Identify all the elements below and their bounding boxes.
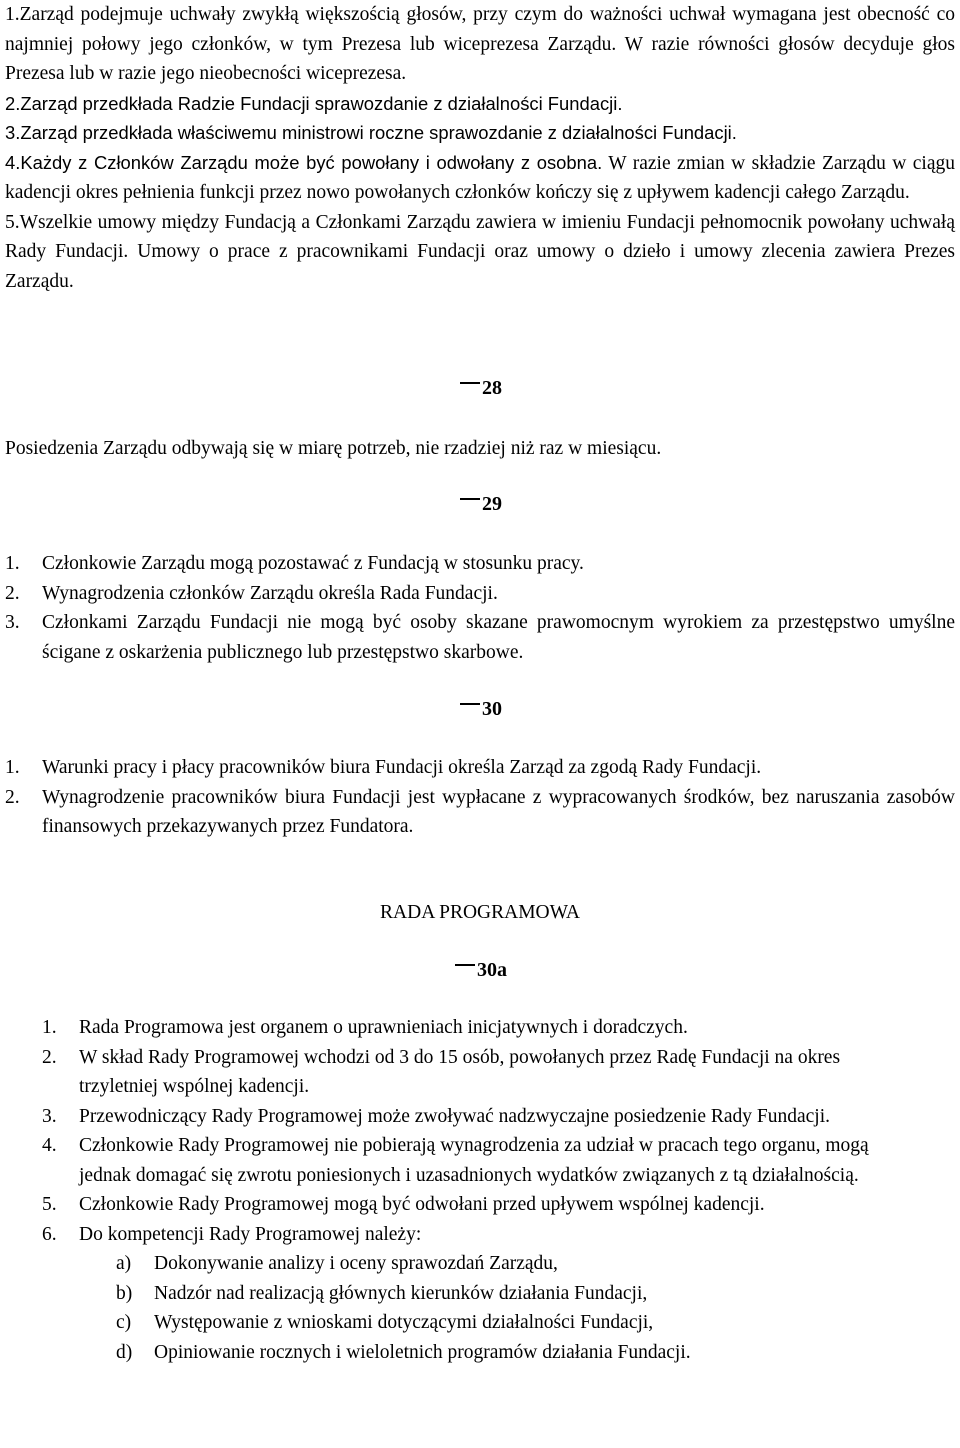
item-number: 3.: [5, 612, 20, 633]
paragraph-2: 2.Zarząd przedkłada Radzie Fundacji sprawozdanie z działalności Fundacji.: [5, 92, 623, 114]
item-number: 5.: [42, 1194, 57, 1215]
item-text: Do kompetencji Rady Programowej należy:: [79, 1223, 422, 1245]
item-number: 2.: [42, 1046, 57, 1068]
section-29-heading: [5, 490, 955, 520]
list-item: [5, 753, 955, 783]
section-28-heading: [5, 374, 955, 404]
top-block: [5, 0, 955, 296]
item-number: 1.: [5, 757, 20, 778]
item-number: 1.: [5, 553, 20, 574]
sub-item-text: Występowanie z wnioskami dotyczącymi działalności Fundacji,: [154, 1312, 654, 1333]
rada-programowa-title: RADA PROGRAMOWA: [380, 902, 580, 923]
item-number: 4.: [42, 1135, 57, 1156]
item-text: Warunki pracy i płacy pracowników biura Fundacji określa Zarząd za zgodą Rady Fundacji.: [42, 757, 762, 778]
paragraph-5: 5.Wszelkie umowy między Fundacją a Członkami Zarządu zawiera w imieniu Fundacji pełnomocnik powołany uchwałą Rady Fundacji. Umowy o prace z pracownikami Fundacji oraz umowy o dzieło i umowy zlecenia zawiera Prezes Zarządu.: [5, 211, 955, 292]
list-item: [5, 783, 955, 842]
item-text: Wynagrodzenia członków Zarządu określa Rada Fundacji.: [42, 582, 498, 604]
sub-item-text: Opiniowanie rocznych i wieloletnich programów działania Fundacji.: [154, 1341, 691, 1363]
list-item: [5, 579, 955, 609]
item-text: Członkowie Zarządu mogą pozostawać z Fundacją w stosunku pracy.: [42, 553, 584, 574]
section-30a-number: 30a: [477, 959, 507, 981]
sub-list-item: [5, 1279, 955, 1309]
list-item: [5, 549, 955, 579]
section-30-heading: [5, 695, 955, 725]
sub-item-text: Nadzór nad realizacją głównych kierunków działania Fundacji,: [154, 1282, 648, 1304]
sub-item-letter: d): [116, 1341, 133, 1363]
item-number: 2.: [5, 786, 20, 808]
section-28-text: Posiedzenia Zarządu odbywają się w miarę potrzeb, nie rzadziej niż raz w miesiącu.: [5, 438, 662, 459]
sub-item-letter: b): [116, 1282, 133, 1304]
section-28-number: 28: [482, 377, 502, 399]
sub-list-item: [5, 1249, 955, 1279]
sub-item-text: Dokonywanie analizy i oceny sprawozdań Zarządu,: [154, 1253, 558, 1274]
item-text: Członkowie Rady Programowej mogą być odwołani przed upływem wspólnej kadencji.: [79, 1194, 765, 1215]
section-30a-heading: [5, 956, 955, 986]
list-item: [5, 1131, 955, 1190]
list-item: [5, 1220, 955, 1250]
list-item: [5, 1013, 955, 1043]
list-item: [5, 1190, 955, 1220]
item-text: W skład Rady Programowej wchodzi od 3 do 15 osób, powołanych przez Radę Fundacji na okres trzyletniej wspólnej kadencji.: [79, 1046, 841, 1097]
item-text: Wynagrodzenie pracowników biura Fundacji jest wypłacane z wypracowanych środków, bez naruszania zasobów finansowych przekazywanych przez Fundatora.: [42, 786, 955, 837]
sub-list-item: [5, 1308, 955, 1338]
item-text: Przewodniczący Rady Programowej może zwoływać nadzwyczajne posiedzenie Rady Fundacji.: [79, 1105, 831, 1127]
section-30-list: [5, 753, 955, 842]
item-number: 6.: [42, 1223, 57, 1245]
section-29-number: 29: [482, 493, 502, 515]
sub-item-letter: c): [116, 1312, 132, 1333]
list-item: [5, 1102, 955, 1132]
sub-list-item: [5, 1338, 955, 1368]
paragraph-4: [5, 148, 955, 208]
item-text: Członkowie Rady Programowej nie pobierają wynagrodzenia za udział w pracach tego organu, mogą jednak domagać się zwrotu poniesionych i uzasadnionych wydatków związanych z tą działalnością.: [79, 1135, 869, 1186]
list-item: [5, 1043, 955, 1102]
paragraph-3: 3.Zarząd przedkłada właściwemu ministrowi roczne sprawozdanie z działalności Fundacji.: [5, 122, 737, 143]
item-number: 2.: [5, 582, 20, 604]
paragraph-4-lead: 4.Każdy z Członków Zarządu może być powołany i odwołany z osobna.: [5, 151, 603, 173]
list-item: [5, 608, 955, 667]
paragraph-1: 1.Zarząd podejmuje uchwały zwykłą większością głosów, przy czym do ważności uchwał wymagana jest obecność co najmniej połowy jego członków, w tym Prezesa lub wiceprezesa Zarządu. W razie równości głosów decyduje głos Prezesa lub w razie jego nieobecności wiceprezesa.: [5, 4, 955, 84]
section-30-number: 30: [482, 698, 502, 720]
section-29-list: [5, 549, 955, 667]
item-text: Rada Programowa jest organem o uprawnieniach inicjatywnych i doradczych.: [79, 1017, 688, 1038]
paragraph-4-rest: W razie zmian w składzie Zarządu w ciągu kadencji okres pełnienia funkcji przez nowo powołanych członków kończy się z upływem kadencji całego Zarządu.: [5, 152, 955, 203]
item-number: 3.: [42, 1105, 57, 1127]
section-30a-list: [5, 1013, 955, 1367]
sub-item-letter: a): [116, 1253, 132, 1274]
item-number: 1.: [42, 1017, 57, 1038]
item-text: Członkami Zarządu Fundacji nie mogą być osoby skazane prawomocnym wyrokiem za przestępstwo umyślne ścigane z oskarżenia publicznego lub przestępstwo skarbowe.: [42, 612, 955, 663]
